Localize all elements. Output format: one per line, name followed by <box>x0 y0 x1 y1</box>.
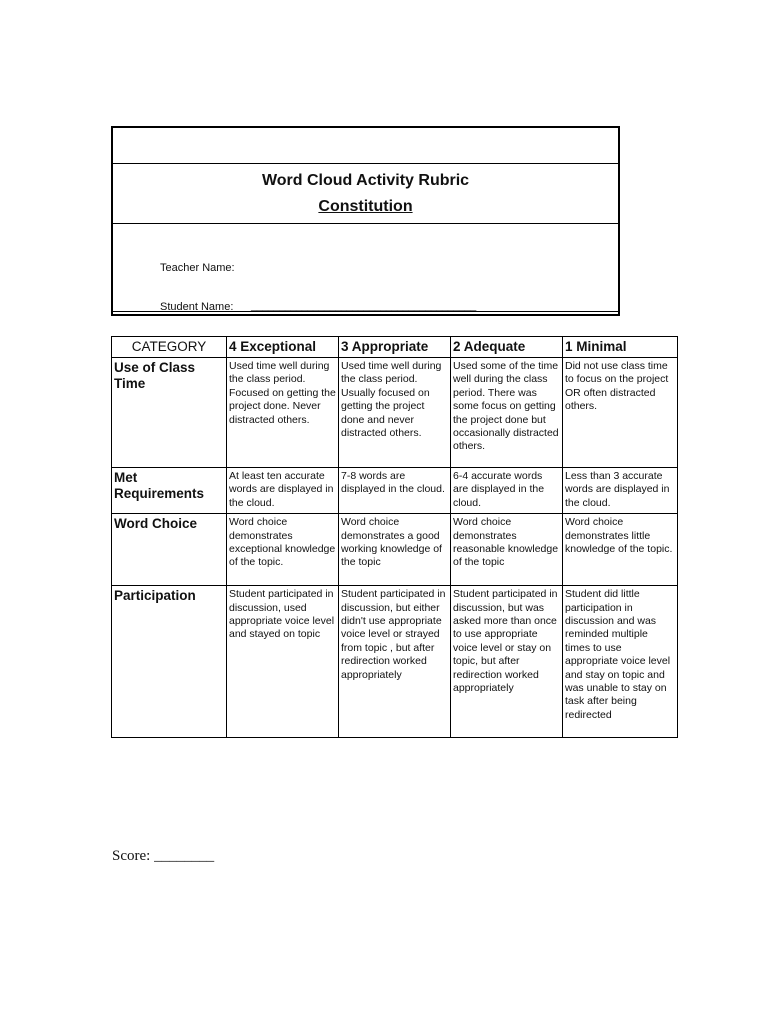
table-cell: Student participated in discussion, used appropriate voice level and stayed on topic <box>227 586 339 738</box>
student-name-label: Student Name: <box>160 301 234 313</box>
row-category: Use of Class Time <box>112 358 227 468</box>
header-category: CATEGORY <box>112 337 227 358</box>
table-cell: Student participated in discussion, but either didn't use appropriate voice level or strayed from topic , but after redirection worked appropriately <box>339 586 451 738</box>
table-cell: Used time well during the class period. Usually focused on getting the project done and never distracted others. <box>339 358 451 468</box>
header-box <box>111 126 620 316</box>
row-category: Participation <box>112 586 227 738</box>
header-adequate: 2 Adequate <box>451 337 563 358</box>
row-category: Word Choice <box>112 514 227 586</box>
teacher-name-label: Teacher Name: <box>160 262 235 274</box>
table-cell: Used time well during the class period. Focused on getting the project done. Never distracted others. <box>227 358 339 468</box>
table-cell: 7-8 words are displayed in the cloud. <box>339 468 451 514</box>
table-row <box>112 358 678 468</box>
header-exceptional: 4 Exceptional <box>227 337 339 358</box>
table-cell: Word choice demonstrates a good working knowledge of the topic <box>339 514 451 586</box>
table-cell: Did not use class time to focus on the project OR often distracted others. <box>563 358 678 468</box>
score-field: Score: ________ <box>112 848 215 864</box>
page-title: Word Cloud Activity Rubric <box>261 172 470 189</box>
divider <box>113 223 618 224</box>
page-subtitle: Constitution <box>318 198 413 215</box>
table-cell: Less than 3 accurate words are displayed in the cloud. <box>563 468 678 514</box>
table-row <box>112 514 678 586</box>
row-category: Met Requirements <box>112 468 227 514</box>
table-cell: 6-4 accurate words are displayed in the cloud. <box>451 468 563 514</box>
header-appropriate: 3 Appropriate <box>339 337 451 358</box>
table-row <box>112 586 678 738</box>
rubric-header-row <box>112 337 678 358</box>
student-name-blank: ________________________________________ <box>251 300 476 312</box>
header-minimal: 1 Minimal <box>563 337 678 358</box>
table-cell: Word choice demonstrates reasonable knowledge of the topic <box>451 514 563 586</box>
rubric-table <box>111 336 678 738</box>
table-cell: Word choice demonstrates exceptional knowledge of the topic. <box>227 514 339 586</box>
table-cell: At least ten accurate words are displayed in the cloud. <box>227 468 339 514</box>
table-cell: Student did little participation in discussion and was reminded multiple times to use appropriate voice level and stay on topic and was unable to stay on task after being redirected <box>563 586 678 738</box>
table-cell: Used some of the time well during the class period. There was some focus on getting the project done but occasionally distracted others. <box>451 358 563 468</box>
divider <box>113 163 618 164</box>
table-cell: Word choice demonstrates little knowledge of the topic. <box>563 514 678 586</box>
table-row <box>112 468 678 514</box>
table-cell: Student participated in discussion, but was asked more than once to use appropriate voice level or stay on topic, but after redirection worked appropriately <box>451 586 563 738</box>
